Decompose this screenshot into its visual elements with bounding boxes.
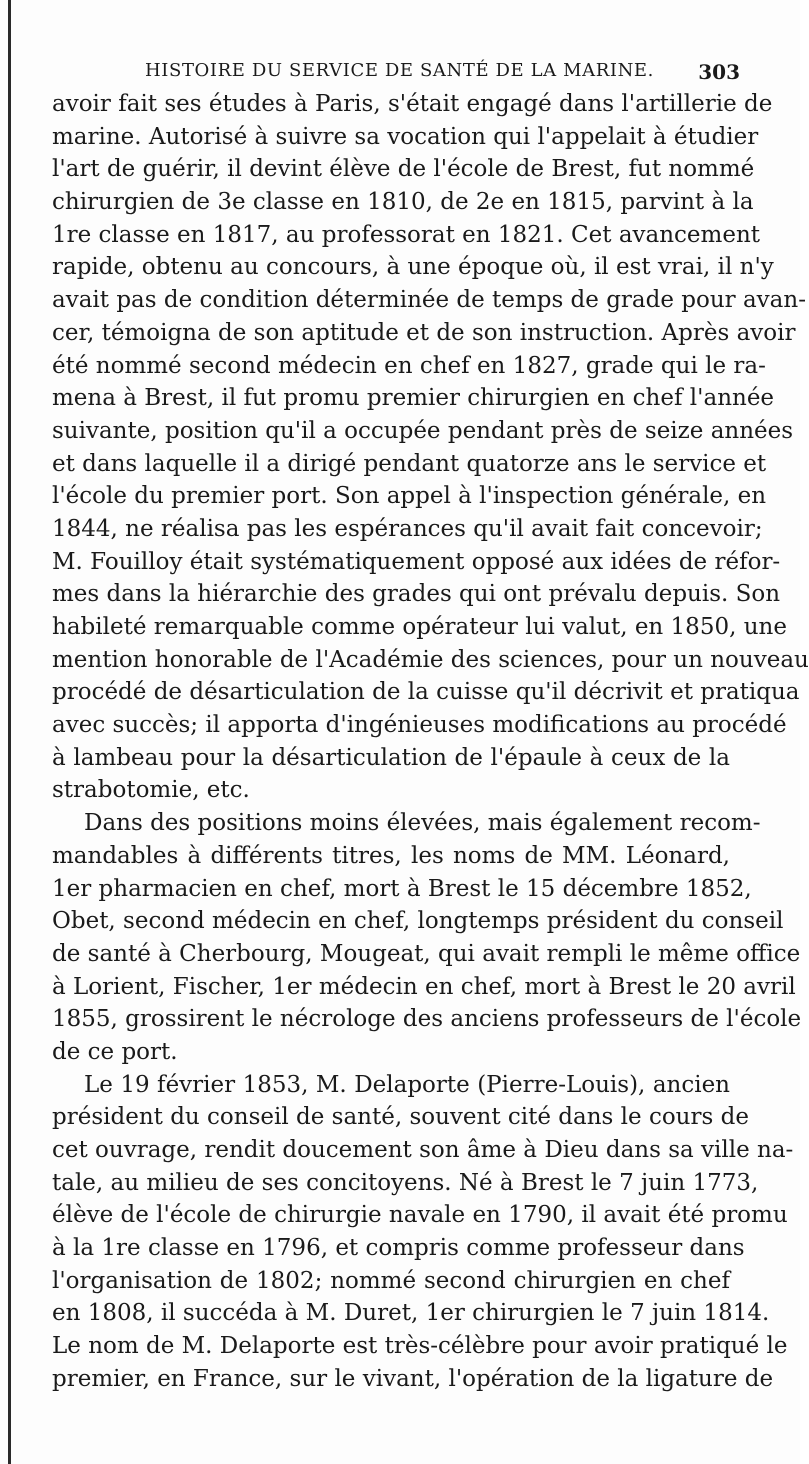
text-line: M. Fouilloy était systématiquement opposé aux idées de réfor- (52, 548, 781, 575)
text-line: 1er pharmacien en chef, mort à Brest le 15 décembre 1852, (52, 875, 752, 902)
text-line: avec succès; il apporta d'ingénieuses modifications au procédé (52, 712, 787, 739)
text-line: rapide, obtenu au concours, à une époque où, il est vrai, il n'y (52, 254, 774, 281)
text-line: avait pas de condition déterminée de temps de grade pour avan- (52, 287, 806, 314)
text-line: avoir fait ses études à Paris, s'était engagé dans l'artillerie de (52, 91, 773, 117)
text-line: Obet, second médecin en chef, longtemps président du conseil (52, 908, 784, 935)
text-line: l'art de guérir, il devint élève de l'école de Brest, fut nommé (52, 156, 755, 183)
text-line: en 1808, il succéda à M. Duret, 1er chirurgien le 7 juin 1814. (52, 1300, 770, 1327)
text-line: procédé de désarticulation de la cuisse qu'il décrivit et pratiqua (52, 679, 800, 706)
text-line: tale, au milieu de ses concitoyens. Né à Brest le 7 juin 1773, (52, 1169, 759, 1196)
text-line: marine. Autorisé à suivre sa vocation qui l'appelait à étudier (52, 123, 759, 150)
text-line: Le nom de M. Delaporte est très-célèbre pour avoir pratiqué le (52, 1333, 788, 1360)
text-line: suivante, position qu'il a occupée pendant près de seize années (52, 417, 794, 444)
text-line: à la 1re classe en 1796, et compris comme professeur dans (52, 1235, 745, 1262)
paragraph-end-line: de ce port. (52, 1038, 178, 1065)
page-binding-edge (8, 0, 11, 1464)
page-number: 303 (698, 60, 740, 84)
text-line: 1844, ne réalisa pas les espérances qu'il avait fait concevoir; (52, 515, 763, 542)
text-line: à lambeau pour la désarticulation de l'épaule à ceux de la (52, 744, 730, 771)
paragraph-start-line: Le 19 février 1853, M. Delaporte (Pierre-Louis), ancien (84, 1071, 730, 1098)
text-line: et dans laquelle il a dirigé pendant quatorze ans le service et (52, 450, 767, 477)
text-line: chirurgien de 3e classe en 1810, de 2e en 1815, parvint à la (52, 189, 754, 216)
text-line: habileté remarquable comme opérateur lui valut, en 1850, une (52, 614, 787, 640)
text-line: de santé à Cherbourg, Mougeat, qui avait rempli le même office (52, 940, 801, 967)
body-text (52, 88, 809, 1396)
text-line: mention honorable de l'Académie des sciences, pour un nouveau (52, 646, 809, 673)
text-line: mandables à différents titres, les noms de MM. Léonard, (52, 842, 730, 869)
text-line: président du conseil de santé, souvent cité dans le cours de (52, 1104, 749, 1131)
text-line: 1re classe en 1817, au professorat en 1821. Cet avancement (52, 221, 761, 248)
text-line: mena à Brest, il fut promu premier chirurgien en chef l'année (52, 385, 775, 412)
text-line: mes dans la hiérarchie des grades qui ont prévalu depuis. Son (52, 581, 781, 608)
text-line: à Lorient, Fischer, 1er médecin en chef, mort à Brest le 20 avril (52, 973, 796, 1000)
text-line: cet ouvrage, rendit doucement son âme à Dieu dans sa ville na- (52, 1137, 794, 1163)
paragraph-end-line: strabotomie, etc. (52, 777, 250, 804)
paragraph-start-line: Dans des positions moins élevées, mais également recom- (84, 810, 761, 837)
text-line: cer, témoigna de son aptitude et de son instruction. Après avoir (52, 319, 796, 346)
text-line: 1855, grossirent le nécrologe des anciens professeurs de l'école (52, 1006, 802, 1033)
running-title: HISTOIRE DU SERVICE DE SANTÉ DE LA MARINE. (145, 60, 654, 81)
text-line: l'école du premier port. Son appel à l'inspection générale, en (52, 483, 767, 510)
text-line: été nommé second médecin en chef en 1827, grade qui le ra- (52, 352, 766, 379)
text-line: l'organisation de 1802; nommé second chirurgien en chef (52, 1267, 730, 1294)
text-line: premier, en France, sur le vivant, l'opération de la ligature de (52, 1365, 774, 1392)
text-line: élève de l'école de chirurgie navale en 1790, il avait été promu (52, 1202, 788, 1229)
